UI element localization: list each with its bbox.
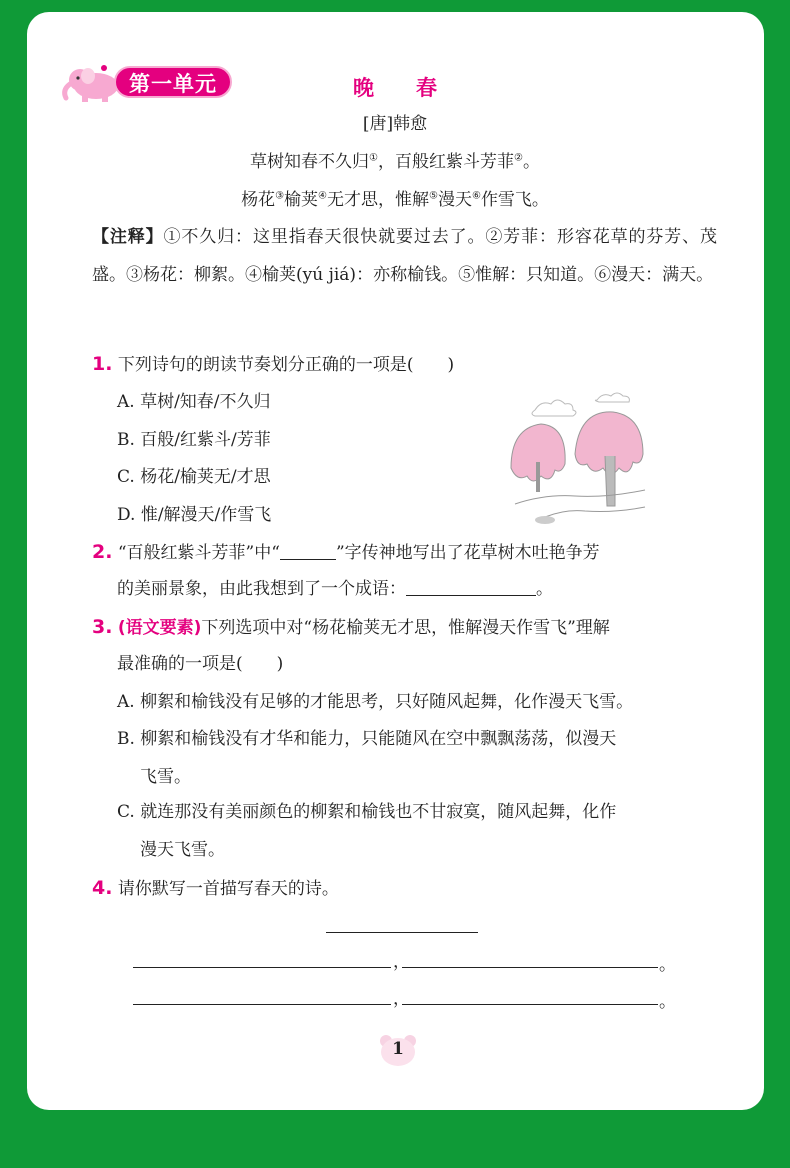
question-tag: (语文要素) (117, 618, 202, 638)
q3-option-c-cont: 漫天飞雪。 (140, 840, 225, 860)
question-3: 3. (语文要素)下列选项中对“杨花榆荚无才思，惟解漫天作雪飞”理解 (92, 616, 610, 638)
question-number: 4. (92, 877, 113, 899)
poem-line-blank-2b[interactable] (402, 1004, 658, 1005)
q3-option-b[interactable]: B. 柳絮和榆钱没有才华和能力，只能随风在空中飘飘荡荡，似漫天 (117, 729, 617, 749)
poem-title: 晚春 (353, 76, 479, 100)
question-1: 1. 下列诗句的朗读节奏划分正确的一项是( ) (92, 353, 455, 375)
unit-label: 第一单元 (114, 66, 232, 98)
question-number: 1. (92, 353, 113, 375)
question-number: 2. (92, 541, 113, 563)
question-4: 4. 请你默写一首描写春天的诗。 (92, 877, 339, 899)
comma: ， (393, 952, 410, 972)
q1-option-b[interactable]: B. 百般/红紫斗/芳菲 (117, 430, 271, 450)
question-2: 2. “百般红紫斗芳菲”中“ ”字传神地写出了花草树木吐艳争芳 (92, 541, 600, 563)
period: 。 (659, 955, 676, 975)
fill-blank-char[interactable] (280, 541, 336, 560)
q1-option-d[interactable]: D. 惟/解漫天/作雪飞 (117, 505, 272, 525)
poem-line-2: 杨花③榆荚④无才思，惟解⑤漫天⑥作雪飞。 (241, 190, 549, 210)
poem-line-1: 草树知春不久归①，百般红紫斗芳菲②。 (250, 152, 540, 172)
question-3-line-2: 最准确的一项是( ) (117, 654, 284, 674)
q3-option-a[interactable]: A. 柳絮和榆钱没有足够的才能思考，只好随风起舞，化作漫天飞雪。 (117, 692, 634, 712)
poem-title-blank[interactable] (326, 932, 478, 933)
notes-text: ①不久归：这里指春天很快就要过去了。②芳菲：形容花草的芬芳、茂盛。③杨花：柳絮。④榆荚(yú jiá)：亦称榆钱。⑤惟解：只知道。⑥漫天：满天。 (92, 227, 718, 285)
notes-paragraph (92, 218, 717, 294)
poem-line-blank-2a[interactable] (133, 1004, 391, 1005)
q1-option-a[interactable]: A. 草树/知春/不久归 (117, 392, 271, 412)
page-number-badge (378, 1033, 418, 1067)
poem-line-blank-1a[interactable] (133, 967, 391, 968)
q3-option-b-cont: 飞雪。 (140, 767, 191, 787)
page-number: 1 (392, 1039, 404, 1059)
question-number: 3. (92, 616, 113, 638)
notes-label: 【注释】 (92, 227, 164, 247)
q3-option-c[interactable]: C. 就连那没有美丽颜色的柳絮和榆钱也不甘寂寞，随风起舞，化作 (117, 802, 617, 822)
period: 。 (659, 992, 676, 1012)
fill-blank-idiom[interactable] (406, 577, 536, 596)
poem-line-blank-1b[interactable] (402, 967, 658, 968)
willow-trees-illustration (505, 392, 665, 527)
question-2-line-2: 的美丽景象，由此我想到了一个成语： 。 (117, 579, 553, 599)
poem-author: [唐]韩愈 (362, 114, 428, 134)
q1-option-c[interactable]: C. 杨花/榆荚无/才思 (117, 467, 271, 487)
comma: ， (393, 989, 410, 1009)
